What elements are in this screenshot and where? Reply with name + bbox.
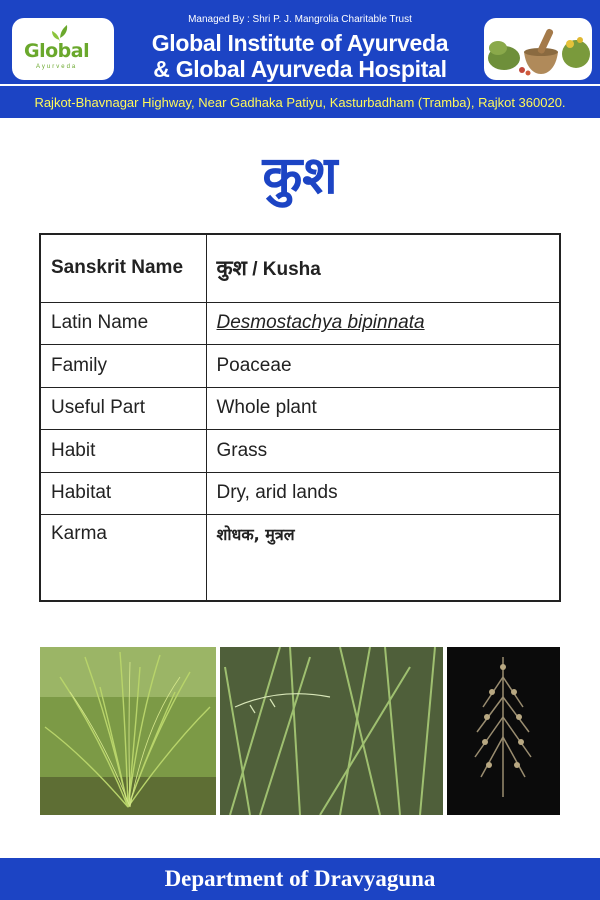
sanskrit-name-label: Sanskrit Name [40,234,206,302]
table-row [40,515,560,601]
department-name: Department of Dravyaguna [164,866,436,891]
habit-label: Habit [40,430,206,473]
table-row [40,302,560,345]
karma-label: Karma [40,515,206,601]
latin-name-value [206,302,560,345]
mortar-icon [484,18,592,80]
table-row [40,472,560,515]
habit-value: Grass [206,430,560,473]
plant-info-table [39,233,561,602]
address-text: Rajkot-Bhavnagar Highway, Near Gadhaka Patiyu, Kasturbadham (Tramba), Rajkot 360020. [34,95,566,110]
grass-clump-photo [40,647,216,815]
table-row [40,345,560,388]
herbs-mortar-image [484,18,592,80]
table-row [40,430,560,473]
latin-name-link[interactable]: Desmostachya bipinnata [216,312,425,334]
family-label: Family [40,345,206,388]
sanskrit-name-value [206,234,560,302]
family-value: Poaceae [206,345,560,388]
flower-spike-photo [447,647,560,815]
latin-name-label: Latin Name [40,302,206,345]
managed-by-text: Managed By : Shri P. J. Mangrolia Charitable Trust [188,14,412,25]
useful-part-label: Useful Part [40,387,206,430]
address-bar [0,84,600,118]
footer-banner [0,858,600,900]
habitat-label: Habitat [40,472,206,515]
habitat-value: Dry, arid lands [206,472,560,515]
karma-value [206,515,560,601]
plant-title: कुश [262,146,338,206]
sanskrit-name-hindi: कुश [216,256,247,281]
table-row [40,387,560,430]
sanskrit-name-english: / Kusha [246,259,321,281]
logo-subtext: Ayurveda [36,64,78,70]
hospital-title: & Global Ayurveda Hospital [153,56,447,82]
grass-closeup-photo [220,647,443,815]
header-banner [0,0,600,84]
useful-part-value: Whole plant [206,387,560,430]
karma-text: शोधक, मुत्रल [216,525,295,544]
table-row [40,234,560,302]
logo-text: Global [24,40,90,62]
institute-title: Global Institute of Ayurveda [151,30,449,56]
